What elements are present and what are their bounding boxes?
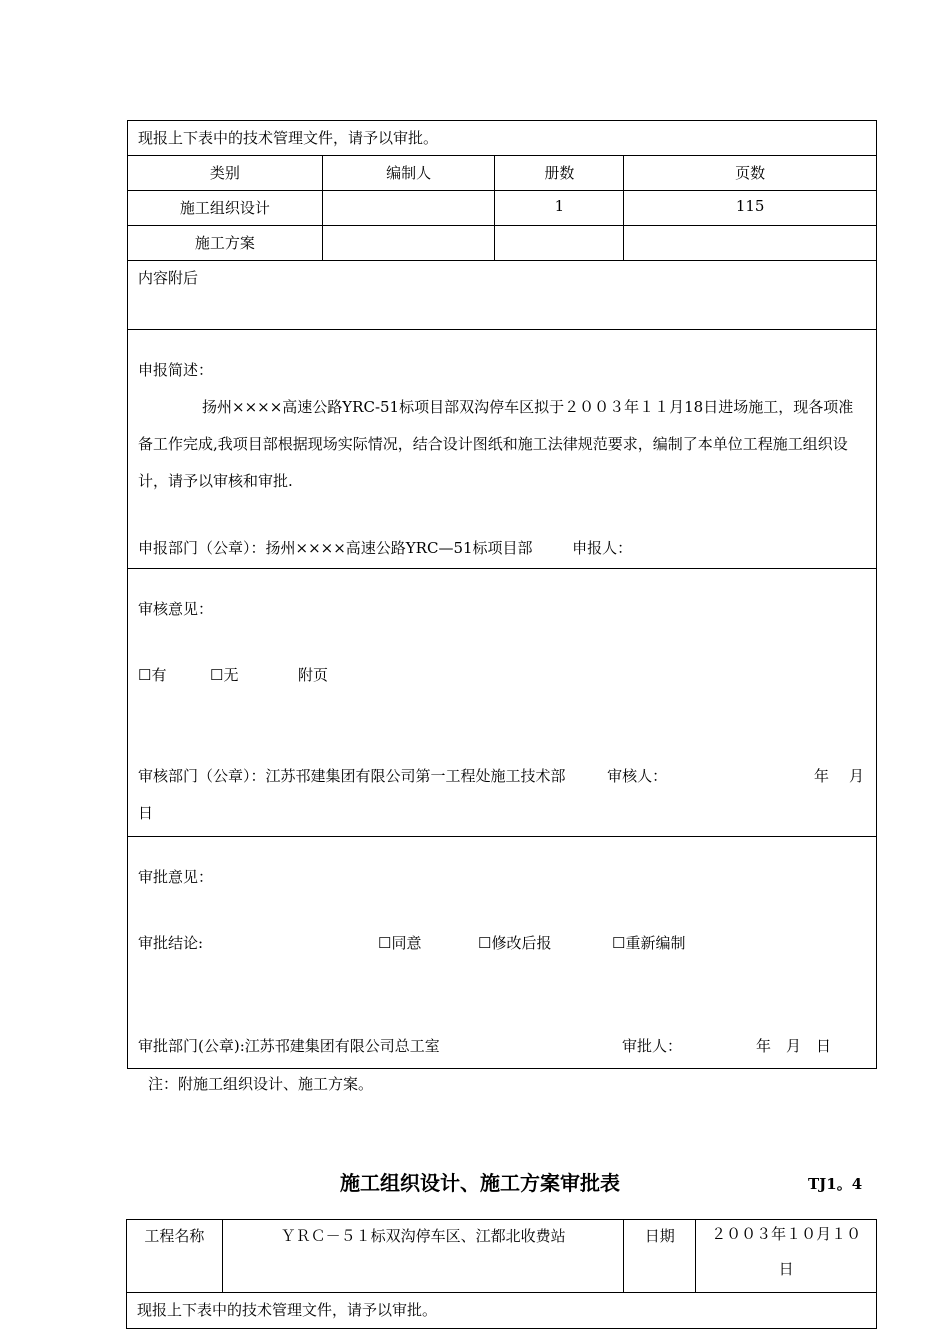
row-pages: [624, 226, 877, 261]
project-table: [126, 1219, 877, 1329]
date-value-line2: 日: [778, 1260, 794, 1278]
review-month: 月: [849, 767, 865, 785]
option-agree-checkbox[interactable]: ☐同意: [378, 934, 422, 952]
row-category: 施工方案: [128, 226, 323, 261]
review-signature: [138, 758, 866, 795]
option-no-checkbox[interactable]: ☐无: [210, 666, 239, 684]
review-section: [128, 569, 877, 837]
project-label: 工程名称: [127, 1220, 223, 1293]
approval-dept: 审批部门(公章):江苏邗建集团有限公司总工室: [138, 1037, 440, 1055]
page-title: 施工组织设计、施工方案审批表: [340, 1171, 620, 1195]
intro-text: 现报上下表中的技术管理文件，请予以审批。: [128, 121, 877, 156]
review-day: 日: [138, 804, 154, 822]
approval-signature: [138, 1028, 866, 1065]
approval-person: 审批人：: [622, 1037, 683, 1055]
header-pages: 页数: [624, 156, 877, 191]
report-person: 申报人：: [572, 539, 633, 557]
option-yes-checkbox[interactable]: ☐有: [138, 666, 167, 684]
date-value: [696, 1220, 877, 1293]
option-redo-checkbox[interactable]: ☐重新编制: [612, 934, 686, 952]
review-year: 年: [814, 767, 830, 785]
review-dept: 审核部门（公章）：江苏邗建集团有限公司第一工程处施工技术部: [138, 767, 566, 785]
date-value-line1: ２００３年１０月１０: [711, 1225, 862, 1243]
header-category: 类别: [128, 156, 323, 191]
row-category: 施工组织设计: [128, 191, 323, 226]
header-editor: 编制人: [322, 156, 495, 191]
approval-table: [127, 120, 877, 1069]
form-code: TJ1。4: [808, 1175, 863, 1193]
table-row: [128, 191, 877, 226]
footnote: 注：附施工组织设计、施工方案。: [148, 1075, 374, 1093]
attach-page-label: 附页: [298, 666, 329, 684]
row-pages: 115: [624, 191, 877, 226]
approval-conclusion-label: 审批结论:: [138, 934, 204, 952]
report-section: [128, 330, 877, 569]
review-heading: 审核意见：: [138, 600, 214, 618]
intro-text-2: 现报上下表中的技术管理文件，请予以审批。: [127, 1293, 877, 1329]
review-person: 审核人：: [607, 767, 668, 785]
table-row: [128, 226, 877, 261]
project-value: ＹＲＣ－５１标双沟停车区、江都北收费站: [222, 1220, 623, 1293]
attachment-note: 内容附后: [128, 261, 877, 330]
date-label: 日期: [624, 1220, 696, 1293]
row-editor: [322, 191, 495, 226]
option-modify-checkbox[interactable]: ☐修改后报: [478, 934, 552, 952]
report-dept: 申报部门（公章）：扬州××××高速公路YRC—51标项目部: [138, 539, 533, 557]
approval-conclusion-row: [138, 925, 866, 962]
row-volumes: [495, 226, 624, 261]
report-heading: 申报简述：: [138, 361, 214, 379]
approval-date: 年 月 日: [756, 1037, 832, 1055]
approval-section: [128, 837, 877, 1069]
row-volumes: 1: [495, 191, 624, 226]
report-signature: [138, 530, 866, 567]
row-editor: [322, 226, 495, 261]
header-volumes: 册数: [495, 156, 624, 191]
review-options: [138, 657, 866, 694]
report-body: 扬州××××高速公路YRC-51标项目部双沟停车区拟于２００３年１１月18日进场施工，现各项准备工作完成,我项目部根据现场实际情况，结合设计图纸和施工法律规范要求，编制了本单位工程施工组织设计，请予以审核和审批.: [138, 398, 854, 490]
approval-heading: 审批意见：: [138, 868, 214, 886]
